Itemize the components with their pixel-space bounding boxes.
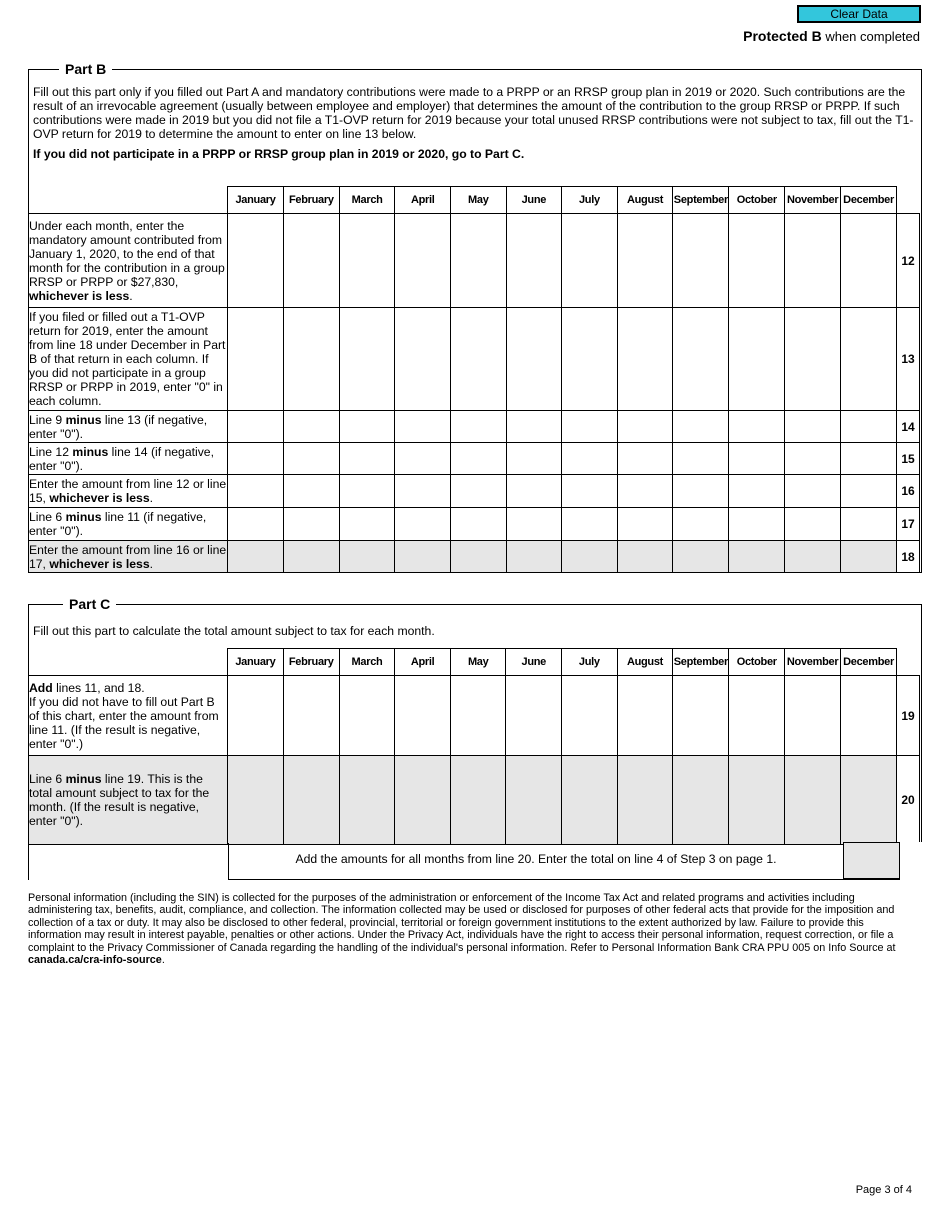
month-amount-field[interactable] [562,756,618,845]
month-amount-field[interactable] [283,475,339,508]
line-number: 19 [897,676,920,756]
part-b-section [28,61,922,573]
month-amount-field[interactable] [562,541,618,573]
month-amount-field[interactable] [785,756,841,845]
month-header: July [562,649,618,676]
line-17-description: Line 6 minus line 11 (if negative, enter "0"). [29,508,228,541]
privacy-notice: Personal information (including the SIN) is collected for the purposes of the administration or enforcement of the Income Tax Act and related programs and activities including administering tax, benefits, audit, compliance, and collection. The information collected may be used or disclosed for purposes of other federal acts that provide for the imposition and collection of a tax or duty. It may also be disclosed to other federal, provincial, territorial or foreign government institutions to the extent authorized by law. Failure to provide this information may result in interest payable, penalties or other actions. Under the Privacy Act, individuals have the right to access their personal information, request correction, or file a complaint to the Privacy Commissioner of Canada regarding the handling of the individual's personal information. Refer to Personal Information Bank CRA PPU 005 on Info Source at canada.ca/cra-info-source. [28,892,896,967]
month-header: June [506,187,562,214]
line-number: 18 [897,541,920,573]
line-16-row [29,475,920,508]
line-19-row [29,676,920,756]
month-amount-field[interactable] [617,411,673,443]
month-amount-field[interactable] [395,308,451,411]
month-amount-field[interactable] [506,756,562,845]
line-number: 12 [897,214,920,308]
month-header: February [283,649,339,676]
month-amount-field[interactable] [451,508,507,541]
month-amount-field[interactable] [451,411,507,443]
month-amount-field[interactable] [841,508,897,541]
month-amount-field[interactable] [673,508,729,541]
month-amount-field[interactable] [283,443,339,475]
line-15-row [29,443,920,475]
month-amount-field[interactable] [617,508,673,541]
month-amount-field[interactable] [506,214,562,308]
month-amount-field[interactable] [673,541,729,573]
month-amount-field[interactable] [729,411,785,443]
month-amount-field[interactable] [841,308,897,411]
info-source-link[interactable]: canada.ca/cra-info-source [28,954,162,967]
month-header: April [395,649,451,676]
month-amount-field[interactable] [450,676,506,756]
month-amount-field[interactable] [729,756,785,845]
month-amount-field[interactable] [395,475,451,508]
month-amount-field[interactable] [841,411,897,443]
month-amount-field[interactable] [673,214,729,308]
month-header: June [506,649,562,676]
line-20-description: Line 6 minus line 19. This is the total amount subject to tax for the month. (If the result is negative, enter "0"). [29,756,228,845]
month-header: November [785,187,841,214]
line-number: 14 [897,411,920,443]
month-amount-field[interactable] [562,508,618,541]
month-amount-field[interactable] [841,214,897,308]
month-amount-field[interactable] [506,443,562,475]
month-header: September [673,187,729,214]
month-header: December [841,187,897,214]
month-amount-field[interactable] [841,443,897,475]
month-amount-field[interactable] [729,443,785,475]
month-amount-field[interactable] [617,308,673,411]
month-header: December [841,649,897,676]
month-header: April [395,187,451,214]
month-amount-field[interactable] [283,756,339,845]
month-amount-field[interactable] [283,308,339,411]
month-amount-field[interactable] [617,756,673,845]
month-amount-field[interactable] [562,676,618,756]
month-amount-field[interactable] [617,541,673,573]
line-18-description: Enter the amount from line 16 or line 17, whichever is less. [29,542,227,571]
month-amount-field[interactable] [785,411,841,443]
month-header: August [617,187,673,214]
month-amount-field[interactable] [339,411,395,443]
month-header: May [451,187,507,214]
month-amount-field[interactable] [785,541,841,573]
month-amount-field[interactable] [283,541,339,573]
month-amount-field[interactable] [228,676,284,756]
month-header: November [785,649,841,676]
month-amount-field[interactable] [339,541,395,573]
month-amount-field[interactable] [617,443,673,475]
part-c-title: Part C [63,596,116,612]
month-amount-field[interactable] [841,475,897,508]
month-amount-field[interactable] [395,411,451,443]
month-amount-field[interactable] [450,756,506,845]
month-amount-field[interactable] [729,214,785,308]
month-header: March [339,187,395,214]
month-header: May [450,649,506,676]
line-14-description: Line 9 minus line 13 (if negative, enter "0"). [29,411,228,443]
month-amount-field[interactable] [729,475,785,508]
month-header: February [283,187,339,214]
month-amount-field[interactable] [451,541,507,573]
month-amount-field[interactable] [228,214,284,308]
month-header: August [617,649,673,676]
line-16-description: Enter the amount from line 12 or line 15, whichever is less. [29,475,228,508]
month-amount-field[interactable] [617,676,673,756]
line-12-row [29,214,920,308]
month-amount-field[interactable] [283,411,339,443]
month-amount-field[interactable] [339,308,395,411]
month-amount-field[interactable] [729,308,785,411]
month-amount-field[interactable] [283,676,339,756]
protected-label: Protected B when completed [743,28,920,44]
total-instruction: Add the amounts for all months from line 20. Enter the total on line 4 of Step 3 on page 1. [295,852,777,866]
month-amount-field[interactable] [617,475,673,508]
month-amount-field[interactable] [785,443,841,475]
month-amount-field[interactable] [729,676,785,756]
total-amount-field[interactable] [843,842,900,879]
month-amount-field[interactable] [785,676,841,756]
month-amount-field[interactable] [841,676,897,756]
line-number: 13 [897,308,920,411]
line-number: 16 [897,475,920,508]
month-amount-field[interactable] [395,508,451,541]
month-amount-field[interactable] [841,541,897,573]
month-amount-field[interactable] [785,508,841,541]
line-number: 15 [897,443,920,475]
month-amount-field[interactable] [506,475,562,508]
line-20-row [29,756,920,845]
month-amount-field[interactable] [395,541,451,573]
month-amount-field[interactable] [228,508,284,541]
month-amount-field[interactable] [506,541,562,573]
line-15-description: Line 12 minus line 14 (if negative, enter "0"). [29,443,228,475]
month-amount-field[interactable] [785,308,841,411]
month-amount-field[interactable] [451,443,507,475]
month-amount-field[interactable] [283,508,339,541]
month-header: October [729,649,785,676]
month-amount-field[interactable] [562,308,618,411]
month-amount-field[interactable] [785,475,841,508]
month-amount-field[interactable] [339,443,395,475]
month-header: January [228,187,284,214]
month-amount-field[interactable] [673,411,729,443]
month-amount-field[interactable] [506,676,562,756]
month-amount-field[interactable] [228,443,284,475]
month-header: October [729,187,785,214]
part-b-title: Part B [59,61,112,77]
month-amount-field[interactable] [339,508,395,541]
month-amount-field[interactable] [673,475,729,508]
month-amount-field[interactable] [339,756,395,845]
month-amount-field[interactable] [228,475,284,508]
month-amount-field[interactable] [228,541,284,573]
month-amount-field[interactable] [451,214,507,308]
month-amount-field[interactable] [729,541,785,573]
month-amount-field[interactable] [228,308,284,411]
month-amount-field[interactable] [395,443,451,475]
month-amount-field[interactable] [451,475,507,508]
line-12-description: Under each month, enter the mandatory amount contributed from January 1, 2020, to the end of that month for the contribution in a group RRSP or PRPP or $27,830, whichever is less. [29,214,228,308]
line-14-row [29,411,920,443]
month-amount-field[interactable] [506,411,562,443]
month-amount-field[interactable] [785,214,841,308]
clear-data-button[interactable]: Clear Data [797,5,921,23]
month-amount-field[interactable] [228,756,284,845]
month-header: July [562,187,618,214]
line-13-description: If you filed or filled out a T1-OVP return for 2019, enter the amount from line 18 under December in Part B of that return in each column. If you did not participate in a group RRSP or PRPP in 2019, enter "0" in each column. [29,308,228,411]
month-amount-field[interactable] [562,214,618,308]
month-amount-field[interactable] [617,214,673,308]
part-c-section [28,596,922,880]
part-c-intro: Fill out this part to calculate the total amount subject to tax for each month. [33,624,435,638]
line-number: 17 [897,508,920,541]
month-amount-field[interactable] [506,308,562,411]
month-amount-field[interactable] [395,756,451,845]
month-amount-field[interactable] [339,214,395,308]
month-amount-field[interactable] [339,475,395,508]
month-amount-field[interactable] [395,676,451,756]
page-number: Page 3 of 4 [855,1184,912,1196]
month-amount-field[interactable] [451,308,507,411]
month-header: September [673,649,729,676]
month-amount-field[interactable] [673,443,729,475]
part-b-intro: Fill out this part only if you filled out Part A and mandatory contributions were made to a PRPP or an RRSP group plan in 2019 or 2020. Such contributions are the result of an irrevocable agreement (usually between employee and employer) that determines the amount of the contribution to the group RRSP or PRPP. If such contributions were made in 2019 but you did not file a T1-OVP return for 2019 because your total unused RRSP contributions were not subject to tax, fill out the T1-OVP return for 2019 to determine the amount to enter on line 13 below. If you did not participate in a PRPP or RRSP group plan in 2019 or 2020, go to Part C. [33,85,914,161]
month-amount-field[interactable] [506,508,562,541]
month-amount-field[interactable] [673,756,729,845]
line-17-row [29,508,920,541]
month-amount-field[interactable] [562,443,618,475]
part-c-table [28,648,920,845]
month-amount-field[interactable] [729,508,785,541]
month-header: March [339,649,395,676]
month-amount-field[interactable] [395,214,451,308]
line-13-row [29,308,920,411]
month-amount-field[interactable] [283,214,339,308]
month-amount-field[interactable] [562,475,618,508]
month-amount-field[interactable] [339,676,395,756]
month-amount-field[interactable] [673,676,729,756]
line-number: 20 [897,756,920,845]
month-amount-field[interactable] [841,756,897,845]
month-amount-field[interactable] [562,411,618,443]
month-amount-field[interactable] [228,411,284,443]
part-b-table [28,186,920,573]
month-amount-field[interactable] [673,308,729,411]
month-header: January [228,649,284,676]
line-19-description: Add lines 11, and 18. If you did not have to fill out Part B of this chart, enter the amount from line 11. (If the result is negative, enter "0".) [29,676,228,756]
total-row [228,843,922,880]
line-18-row [29,541,920,573]
